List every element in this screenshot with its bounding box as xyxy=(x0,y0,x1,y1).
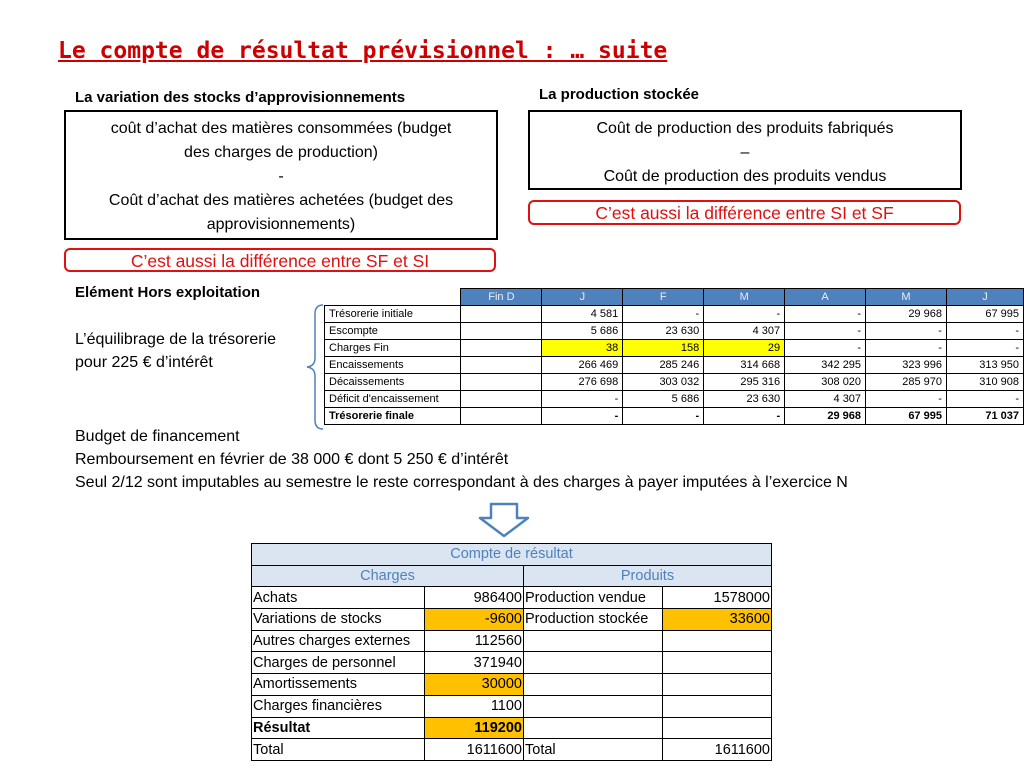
table-cell: 308 020 xyxy=(785,374,866,391)
table-row xyxy=(325,357,1024,374)
table-cell: 29 968 xyxy=(785,408,866,425)
table-cell xyxy=(461,374,542,391)
table-cell xyxy=(461,323,542,340)
box-line: Coût de production des produits vendus xyxy=(603,168,887,185)
produit-value xyxy=(663,695,772,717)
table-cell: 285 246 xyxy=(623,357,704,374)
imputation-line: Seul 2/12 sont imputables au semestre le reste correspondant à des charges à payer imputées à l’exercice N xyxy=(75,474,848,491)
compte-resultat-title: Compte de résultat xyxy=(252,544,772,566)
charge-value-highlighted: -9600 xyxy=(425,609,524,631)
produit-value: 1578000 xyxy=(663,587,772,609)
table-cell: 310 908 xyxy=(946,374,1023,391)
produit-label xyxy=(524,630,663,652)
table-cell: 266 469 xyxy=(542,357,623,374)
brace-icon xyxy=(303,304,325,430)
header-cell: Fin D xyxy=(461,289,542,306)
down-arrow-icon xyxy=(476,502,532,538)
table-cell: 29 968 xyxy=(866,306,947,323)
produit-value xyxy=(663,630,772,652)
charge-value-highlighted: 119200 xyxy=(425,717,524,739)
table-cell: 342 295 xyxy=(785,357,866,374)
table-row xyxy=(325,323,1024,340)
hors-exploitation-heading: Elément Hors exploitation xyxy=(75,284,261,301)
table-cell: - xyxy=(946,323,1023,340)
header-cell: J xyxy=(946,289,1023,306)
budget-financement-line: Budget de financement xyxy=(75,428,240,445)
table-header-row xyxy=(325,289,1024,306)
table-row xyxy=(325,374,1024,391)
page-title: Le compte de résultat prévisionnel : … suite xyxy=(58,38,668,64)
table-row-total xyxy=(252,739,772,761)
charge-value: 371940 xyxy=(425,652,524,674)
table-cell: - xyxy=(785,340,866,357)
table-cell xyxy=(461,408,542,425)
table-row xyxy=(252,630,772,652)
produit-label: Total xyxy=(524,739,663,761)
table-cell: - xyxy=(785,306,866,323)
table-cell: - xyxy=(866,340,947,357)
production-stockee-note: C’est aussi la différence entre SI et SF xyxy=(528,200,961,225)
table-cell: - xyxy=(866,323,947,340)
table-row-total xyxy=(325,408,1024,425)
table-cell xyxy=(461,306,542,323)
interet-line: pour 225 € d’intérêt xyxy=(75,354,213,371)
produit-value xyxy=(663,674,772,696)
produit-value: 1611600 xyxy=(663,739,772,761)
header-cell: M xyxy=(866,289,947,306)
table-cell: 5 686 xyxy=(542,323,623,340)
row-label: Escompte xyxy=(325,323,461,340)
table-cell: - xyxy=(704,408,785,425)
table-cell: 5 686 xyxy=(623,391,704,408)
compte-resultat-table xyxy=(251,543,772,761)
header-cell: J xyxy=(542,289,623,306)
table-cell: 23 630 xyxy=(623,323,704,340)
table-cell: 323 996 xyxy=(866,357,947,374)
production-stockee-heading: La production stockée xyxy=(539,86,700,103)
table-cell: 71 037 xyxy=(946,408,1023,425)
produit-label: Production stockée xyxy=(524,609,663,631)
charge-label: Autres charges externes xyxy=(252,630,425,652)
charge-value: 112560 xyxy=(425,630,524,652)
box-line: Coût de production des produits fabriqués xyxy=(596,120,894,137)
table-cell: 67 995 xyxy=(866,408,947,425)
table-row xyxy=(252,674,772,696)
charge-value: 986400 xyxy=(425,587,524,609)
stock-variation-box xyxy=(64,110,498,240)
table-title-row xyxy=(252,544,772,566)
header-cell: A xyxy=(785,289,866,306)
tresorerie-table xyxy=(324,288,1024,425)
table-cell: 4 307 xyxy=(785,391,866,408)
table-cell: - xyxy=(542,408,623,425)
row-label: Charges Fin xyxy=(325,340,461,357)
charge-label: Charges de personnel xyxy=(252,652,425,674)
production-stockee-box xyxy=(528,110,962,190)
remboursement-line: Remboursement en février de 38 000 € dont 5 250 € d’intérêt xyxy=(75,451,509,468)
table-cell: 67 995 xyxy=(946,306,1023,323)
table-row xyxy=(252,609,772,631)
table-cell: 276 698 xyxy=(542,374,623,391)
table-cell: - xyxy=(946,391,1023,408)
table-cell: 4 581 xyxy=(542,306,623,323)
charges-header: Charges xyxy=(252,565,524,587)
table-cell: - xyxy=(542,391,623,408)
table-cell: 313 950 xyxy=(946,357,1023,374)
table-row xyxy=(325,391,1024,408)
box-line: coût d’achat des matières consommées (budget xyxy=(110,120,452,137)
row-label: Encaissements xyxy=(325,357,461,374)
produit-value xyxy=(663,652,772,674)
table-cell-highlighted: 29 xyxy=(704,340,785,357)
charge-label: Charges financières xyxy=(252,695,425,717)
table-row xyxy=(252,695,772,717)
produit-value-highlighted: 33600 xyxy=(663,609,772,631)
table-row xyxy=(325,306,1024,323)
equilibrage-line: L’équilibrage de la trésorerie xyxy=(75,331,277,348)
table-header-row xyxy=(252,565,772,587)
charge-value-highlighted: 30000 xyxy=(425,674,524,696)
table-row xyxy=(252,587,772,609)
row-label: Trésorerie initiale xyxy=(325,306,461,323)
box-line: – xyxy=(740,144,750,161)
stock-variation-note: C’est aussi la différence entre SF et SI xyxy=(64,248,496,272)
table-row xyxy=(252,652,772,674)
table-cell: 285 970 xyxy=(866,374,947,391)
header-empty-cell xyxy=(325,289,461,306)
table-cell: 314 668 xyxy=(704,357,785,374)
box-line: Coût d’achat des matières achetées (budget des xyxy=(108,192,454,209)
table-cell: - xyxy=(623,306,704,323)
produits-header: Produits xyxy=(524,565,772,587)
produit-label: Production vendue xyxy=(524,587,663,609)
box-line: des charges de production) xyxy=(184,144,378,161)
charge-label: Résultat xyxy=(252,717,425,739)
header-cell: M xyxy=(704,289,785,306)
table-row xyxy=(325,340,1024,357)
charge-label: Variations de stocks xyxy=(252,609,425,631)
table-cell: 303 032 xyxy=(623,374,704,391)
table-cell xyxy=(461,357,542,374)
table-cell-highlighted: 38 xyxy=(542,340,623,357)
produit-label xyxy=(524,717,663,739)
table-cell: 4 307 xyxy=(704,323,785,340)
row-label: Trésorerie finale xyxy=(325,408,461,425)
charge-label: Achats xyxy=(252,587,425,609)
produit-label xyxy=(524,695,663,717)
table-cell: - xyxy=(946,340,1023,357)
box-line: approvisionnements) xyxy=(206,216,356,233)
box-line: - xyxy=(278,168,284,185)
table-cell: 23 630 xyxy=(704,391,785,408)
header-cell: F xyxy=(623,289,704,306)
stock-variation-heading: La variation des stocks d’approvisionnements xyxy=(75,89,406,106)
table-cell: - xyxy=(623,408,704,425)
produit-label xyxy=(524,652,663,674)
table-cell-highlighted: 158 xyxy=(623,340,704,357)
table-cell: - xyxy=(785,323,866,340)
charge-label: Total xyxy=(252,739,425,761)
table-cell xyxy=(461,340,542,357)
table-cell xyxy=(461,391,542,408)
table-row-resultat xyxy=(252,717,772,739)
row-label: Décaissements xyxy=(325,374,461,391)
table-cell: 295 316 xyxy=(704,374,785,391)
charge-value: 1100 xyxy=(425,695,524,717)
row-label: Déficit d'encaissement xyxy=(325,391,461,408)
produit-label xyxy=(524,674,663,696)
charge-label: Amortissements xyxy=(252,674,425,696)
charge-value: 1611600 xyxy=(425,739,524,761)
produit-value xyxy=(663,717,772,739)
table-cell: - xyxy=(866,391,947,408)
table-cell: - xyxy=(704,306,785,323)
